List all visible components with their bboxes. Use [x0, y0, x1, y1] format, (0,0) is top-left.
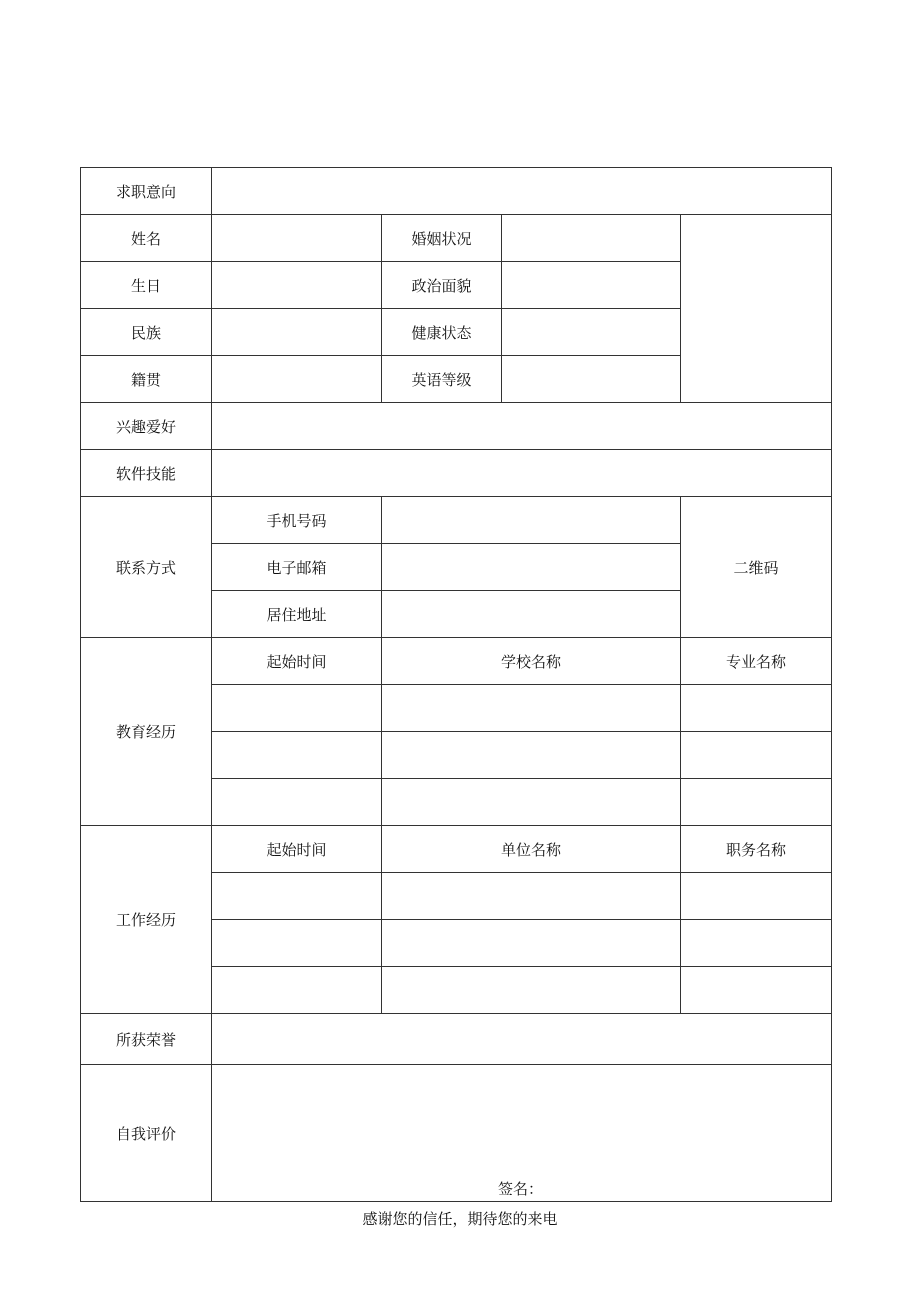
row-name — [81, 215, 832, 262]
work-time-cell[interactable] — [212, 920, 382, 967]
photo-area[interactable] — [681, 215, 832, 403]
native-place-value[interactable] — [212, 356, 382, 403]
row-contact-phone — [81, 497, 832, 544]
work-company-cell[interactable] — [382, 873, 681, 920]
row-work-header — [81, 826, 832, 873]
education-major-cell[interactable] — [681, 779, 832, 826]
row-intention — [81, 168, 832, 215]
signature-label: 签名： — [498, 1180, 544, 1198]
work-header-company: 单位名称 — [382, 826, 681, 873]
birth-value[interactable] — [212, 262, 382, 309]
self-eval-label: 自我评价 — [81, 1065, 212, 1202]
health-value[interactable] — [502, 309, 681, 356]
email-label: 电子邮箱 — [212, 544, 382, 591]
row-education-header — [81, 638, 832, 685]
education-time-cell[interactable] — [212, 779, 382, 826]
intention-value[interactable] — [212, 168, 832, 215]
phone-value[interactable] — [382, 497, 681, 544]
work-time-cell[interactable] — [212, 967, 382, 1014]
birth-label: 生日 — [81, 262, 212, 309]
work-header-time: 起始时间 — [212, 826, 382, 873]
intention-label: 求职意向 — [81, 168, 212, 215]
row-software — [81, 450, 832, 497]
marital-label: 婚姻状况 — [382, 215, 502, 262]
native-place-label: 籍贯 — [81, 356, 212, 403]
work-company-cell[interactable] — [382, 920, 681, 967]
ethnicity-value[interactable] — [212, 309, 382, 356]
honors-label: 所获荣誉 — [81, 1014, 212, 1065]
political-value[interactable] — [502, 262, 681, 309]
address-label: 居住地址 — [212, 591, 382, 638]
footer-note: 感谢您的信任，期待您的来电 — [362, 1210, 558, 1228]
health-label: 健康状态 — [382, 309, 502, 356]
qrcode-label: 二维码 — [681, 497, 832, 638]
education-major-cell[interactable] — [681, 685, 832, 732]
work-time-cell[interactable] — [212, 873, 382, 920]
work-header-position: 职务名称 — [681, 826, 832, 873]
name-label: 姓名 — [81, 215, 212, 262]
education-time-cell[interactable] — [212, 685, 382, 732]
education-school-cell[interactable] — [382, 779, 681, 826]
self-eval-value[interactable] — [212, 1065, 832, 1202]
row-self-eval — [81, 1065, 832, 1202]
education-school-cell[interactable] — [382, 685, 681, 732]
political-label: 政治面貌 — [382, 262, 502, 309]
contact-label: 联系方式 — [81, 497, 212, 638]
english-value[interactable] — [502, 356, 681, 403]
work-position-cell[interactable] — [681, 967, 832, 1014]
software-label: 软件技能 — [81, 450, 212, 497]
name-value[interactable] — [212, 215, 382, 262]
hobbies-label: 兴趣爱好 — [81, 403, 212, 450]
software-value[interactable] — [212, 450, 832, 497]
marital-value[interactable] — [502, 215, 681, 262]
row-hobbies — [81, 403, 832, 450]
email-value[interactable] — [382, 544, 681, 591]
education-label: 教育经历 — [81, 638, 212, 826]
education-time-cell[interactable] — [212, 732, 382, 779]
address-value[interactable] — [382, 591, 681, 638]
hobbies-value[interactable] — [212, 403, 832, 450]
education-header-school: 学校名称 — [382, 638, 681, 685]
phone-label: 手机号码 — [212, 497, 382, 544]
education-header-major: 专业名称 — [681, 638, 832, 685]
work-position-cell[interactable] — [681, 920, 832, 967]
row-honors — [81, 1014, 832, 1065]
work-label: 工作经历 — [81, 826, 212, 1014]
work-position-cell[interactable] — [681, 873, 832, 920]
education-header-time: 起始时间 — [212, 638, 382, 685]
english-label: 英语等级 — [382, 356, 502, 403]
ethnicity-label: 民族 — [81, 309, 212, 356]
work-company-cell[interactable] — [382, 967, 681, 1014]
resume-form-table — [80, 167, 832, 1202]
education-school-cell[interactable] — [382, 732, 681, 779]
honors-value[interactable] — [212, 1014, 832, 1065]
education-major-cell[interactable] — [681, 732, 832, 779]
